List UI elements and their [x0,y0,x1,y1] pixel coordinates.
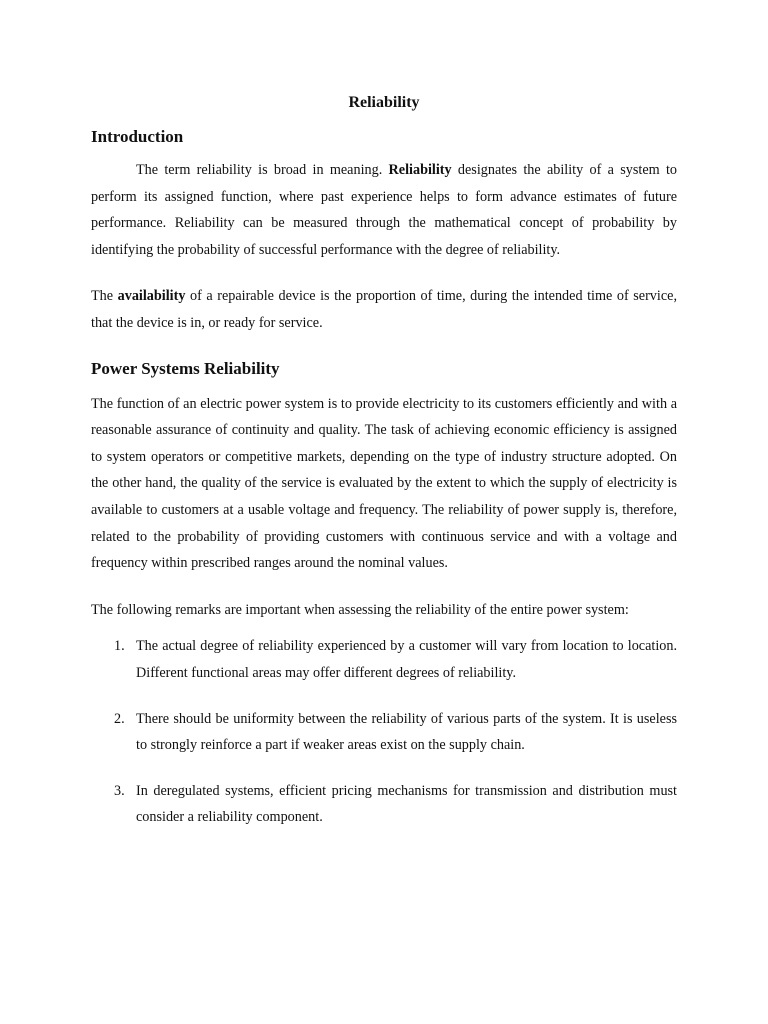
list-item [91,778,677,831]
document-title: Reliability [348,94,420,111]
intro-paragraph-2 [91,283,677,336]
psr-paragraph-1: The function of an electric power system is to provide electricity to its customers efficiently and with a reasonable assurance of continuity and quality. The task of achieving economic efficiency is assigned to system operators or competitive markets, depending on the type of industry structure adopted. On the other hand, the quality of the service is evaluated by the extent to which the supply of electricity is available to customers at a usable voltage and frequency. The reliability of power supply is, therefore, related to the probability of providing customers with continuous service and with a voltage and frequency within prescribed ranges around the nominal values. [91,395,677,572]
document-page [91,92,677,850]
list-item [91,633,677,686]
psr-heading: Power Systems Reliability [91,358,280,378]
intro-paragraph-1 [91,157,677,263]
psr-paragraph-2: The following remarks are important when assessing the reliability of the entire power system: [91,601,629,618]
intro-p2-bold: availability [117,288,186,305]
list-item-number: 3. [114,782,125,799]
intro-p1-after: designates the ability of a system to perform its assigned function, where past experience helps to form advance estimates of future performance. Reliability can be measured through the mathematical concept of probability by identifying the probability of successful performance with the degree of reliability. [91,162,677,258]
intro-heading: Introduction [91,127,184,146]
intro-p2-after: of a repairable device is the proportion of time, during the intended time of service, that the device is in, or ready for service. [91,288,677,331]
list-item-text: The actual degree of reliability experienced by a customer will vary from location to location. Different functional areas may offer different degrees of reliability. [136,638,677,681]
list-item [91,706,677,759]
intro-p2-before: The [91,288,118,305]
intro-p1-before: The term reliability is broad in meaning. [136,162,389,178]
list-item-number: 2. [114,710,125,727]
intro-p1-bold: Reliability [388,162,452,178]
list-item-text: There should be uniformity between the reliability of various parts of the system. It is useless to strongly reinforce a part if weaker areas exist on the supply chain. [136,710,677,754]
remarks-list [91,633,677,831]
list-item-number: 1. [114,638,125,655]
list-item-text: In deregulated systems, efficient pricing mechanisms for transmission and distribution must consider a reliability component. [136,782,677,826]
